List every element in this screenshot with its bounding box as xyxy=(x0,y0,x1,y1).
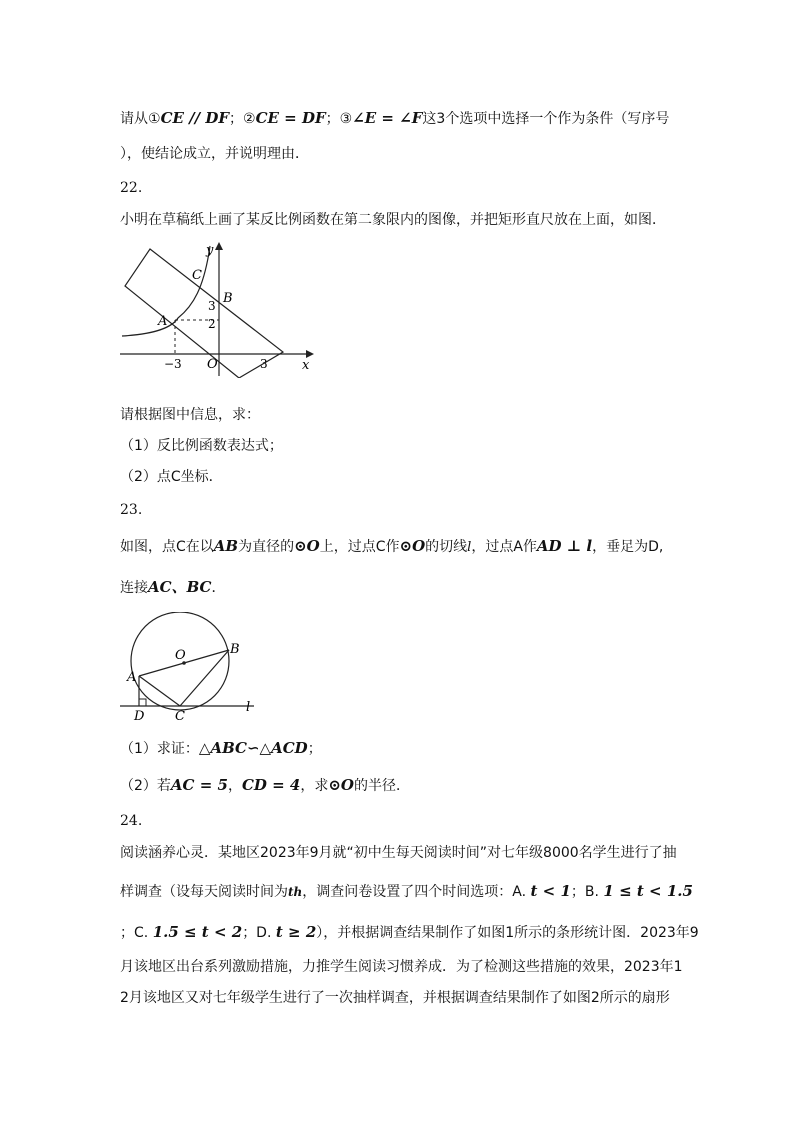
q23-sub2-post: 的半径． xyxy=(354,778,410,794)
label-B: B xyxy=(230,642,240,657)
q23-stem-p5: ，过点A作 xyxy=(471,539,537,555)
label-3-y: 3 xyxy=(208,299,216,313)
q23-stem-p6: ，垂足为D, xyxy=(592,539,664,555)
q22-figure xyxy=(118,238,323,378)
q23-math-circle-o-2: ⊙O xyxy=(399,537,426,555)
q23-sub1-math: △ABC∽△ACD xyxy=(198,739,308,757)
q23-sub2-circle: ⊙O xyxy=(328,776,354,794)
label-O: O xyxy=(207,357,218,372)
q23-connect xyxy=(120,577,225,598)
q24-option-a: t < 1 xyxy=(530,882,571,900)
q24-line5: 2月该地区又对七年级学生进行了一次抽样调查，并根据调查结果制作了如图2所示的扇形 xyxy=(120,990,670,1006)
q22-sub2: （2）点C坐标． xyxy=(120,469,223,485)
q23-math-ad-perp-l: AD ⊥ l xyxy=(536,537,593,555)
q24-option-c: 1.5 ≤ t < 2 xyxy=(152,923,243,941)
q23-sub2-cd: CD = 4 xyxy=(241,776,301,794)
q24-line1: 阅读涵养心灵．某地区2023年9月就“初中生每天阅读时间”对七年级8000名学生进行了抽 xyxy=(120,845,677,861)
q23-stem-p1: 如图，点C在以 xyxy=(120,539,214,555)
q24-line2-semi: ；B. xyxy=(570,884,599,900)
q24-line3-semi2: ；D. xyxy=(242,925,272,941)
q23-sub2-pre: （2）若 xyxy=(120,778,171,794)
q23-figure xyxy=(118,612,258,724)
label-2-y: 2 xyxy=(208,317,216,331)
q23-stem-p4: 的切线 xyxy=(425,539,468,555)
label-3-x: 3 xyxy=(260,357,268,371)
q21-condition-line xyxy=(120,108,669,129)
right-angle-mark xyxy=(139,699,146,706)
label-B: B xyxy=(223,291,233,306)
q22-ask: 请根据图中信息，求： xyxy=(120,407,260,423)
q23-stem xyxy=(120,536,663,558)
q23-connect-math: AC、BC xyxy=(148,578,212,596)
label-neg3: −3 xyxy=(164,357,182,371)
x-axis-arrow xyxy=(306,350,314,358)
label-y: y xyxy=(206,243,214,258)
y-axis-arrow xyxy=(215,242,223,250)
q23-sub1-post: ； xyxy=(307,741,322,757)
q23-sub2-ac: AC = 5 xyxy=(170,776,228,794)
q23-math-circle-o: ⊙O xyxy=(294,537,320,555)
q22-sub1: （1）反比例函数表达式； xyxy=(120,438,283,454)
label-x: x xyxy=(302,358,310,373)
q22-stem: 小明在草稿纸上画了某反比例函数在第二象限内的图像，并把矩形直尺放在上面，如图． xyxy=(120,212,666,228)
q23-sub2 xyxy=(120,775,410,796)
q24-line3 xyxy=(120,922,699,943)
segment-bc xyxy=(180,650,229,706)
label-A: A xyxy=(127,670,137,685)
q21-pre: 请从① xyxy=(120,111,161,127)
label-A: A xyxy=(158,314,168,329)
q24-option-b: 1 ≤ t < 1.5 xyxy=(603,882,693,900)
q23-stem-p2: 为直径的 xyxy=(238,539,295,555)
q24-line4: 月该地区出台系列激励措施，力推学生阅读习惯养成．为了检测这些措施的效果，2023年1 xyxy=(120,959,683,975)
q21-sep-2: ；③ xyxy=(325,111,353,127)
q24-line3-post: ），并根据调查结果制作了如图1所示的条形统计图．2023年9 xyxy=(316,925,699,941)
q23-stem-p3: 上，过点C作 xyxy=(319,539,400,555)
q24-line3-semi1: ；C. xyxy=(120,925,149,941)
q21-option-2: CE = DF xyxy=(255,109,326,127)
q22-number: 22. xyxy=(120,180,143,196)
q24-line2-pre: 样调查（设每天阅读时间为 xyxy=(120,884,288,900)
label-l: l xyxy=(246,700,251,715)
q23-connect-post: ． xyxy=(211,580,226,596)
q23-sub1 xyxy=(120,738,322,759)
q23-sub1-pre: （1）求证： xyxy=(120,741,199,757)
q24-math-th: th xyxy=(288,885,303,899)
q21-sep-1: ；② xyxy=(229,111,256,127)
q23-number: 23. xyxy=(120,502,143,518)
q23-sub2-mid: ，求 xyxy=(300,778,329,794)
q21-post: 这3个选项中选择一个作为条件（写序号 xyxy=(422,111,670,127)
q23-math-ab: AB xyxy=(213,537,239,555)
q24-line2-mid: ，调查问卷设置了四个时间选项：A. xyxy=(302,884,527,900)
q23-math-l: l xyxy=(467,540,472,555)
label-D: D xyxy=(134,709,145,724)
label-C: C xyxy=(175,709,185,724)
q23-sub2-sep: ， xyxy=(227,778,242,794)
segment-ac xyxy=(139,676,180,706)
q24-number: 24. xyxy=(120,813,143,829)
label-O: O xyxy=(175,648,186,663)
q24-option-d: t ≥ 2 xyxy=(275,923,317,941)
q23-connect-pre: 连接 xyxy=(120,580,148,596)
q21-option-3: ∠E = ∠F xyxy=(352,109,423,127)
label-C: C xyxy=(192,268,202,283)
q24-line2 xyxy=(120,881,693,902)
q21-option-1: CE // DF xyxy=(160,109,229,127)
q21-instruction: ），使结论成立，并说明理由． xyxy=(120,146,309,162)
